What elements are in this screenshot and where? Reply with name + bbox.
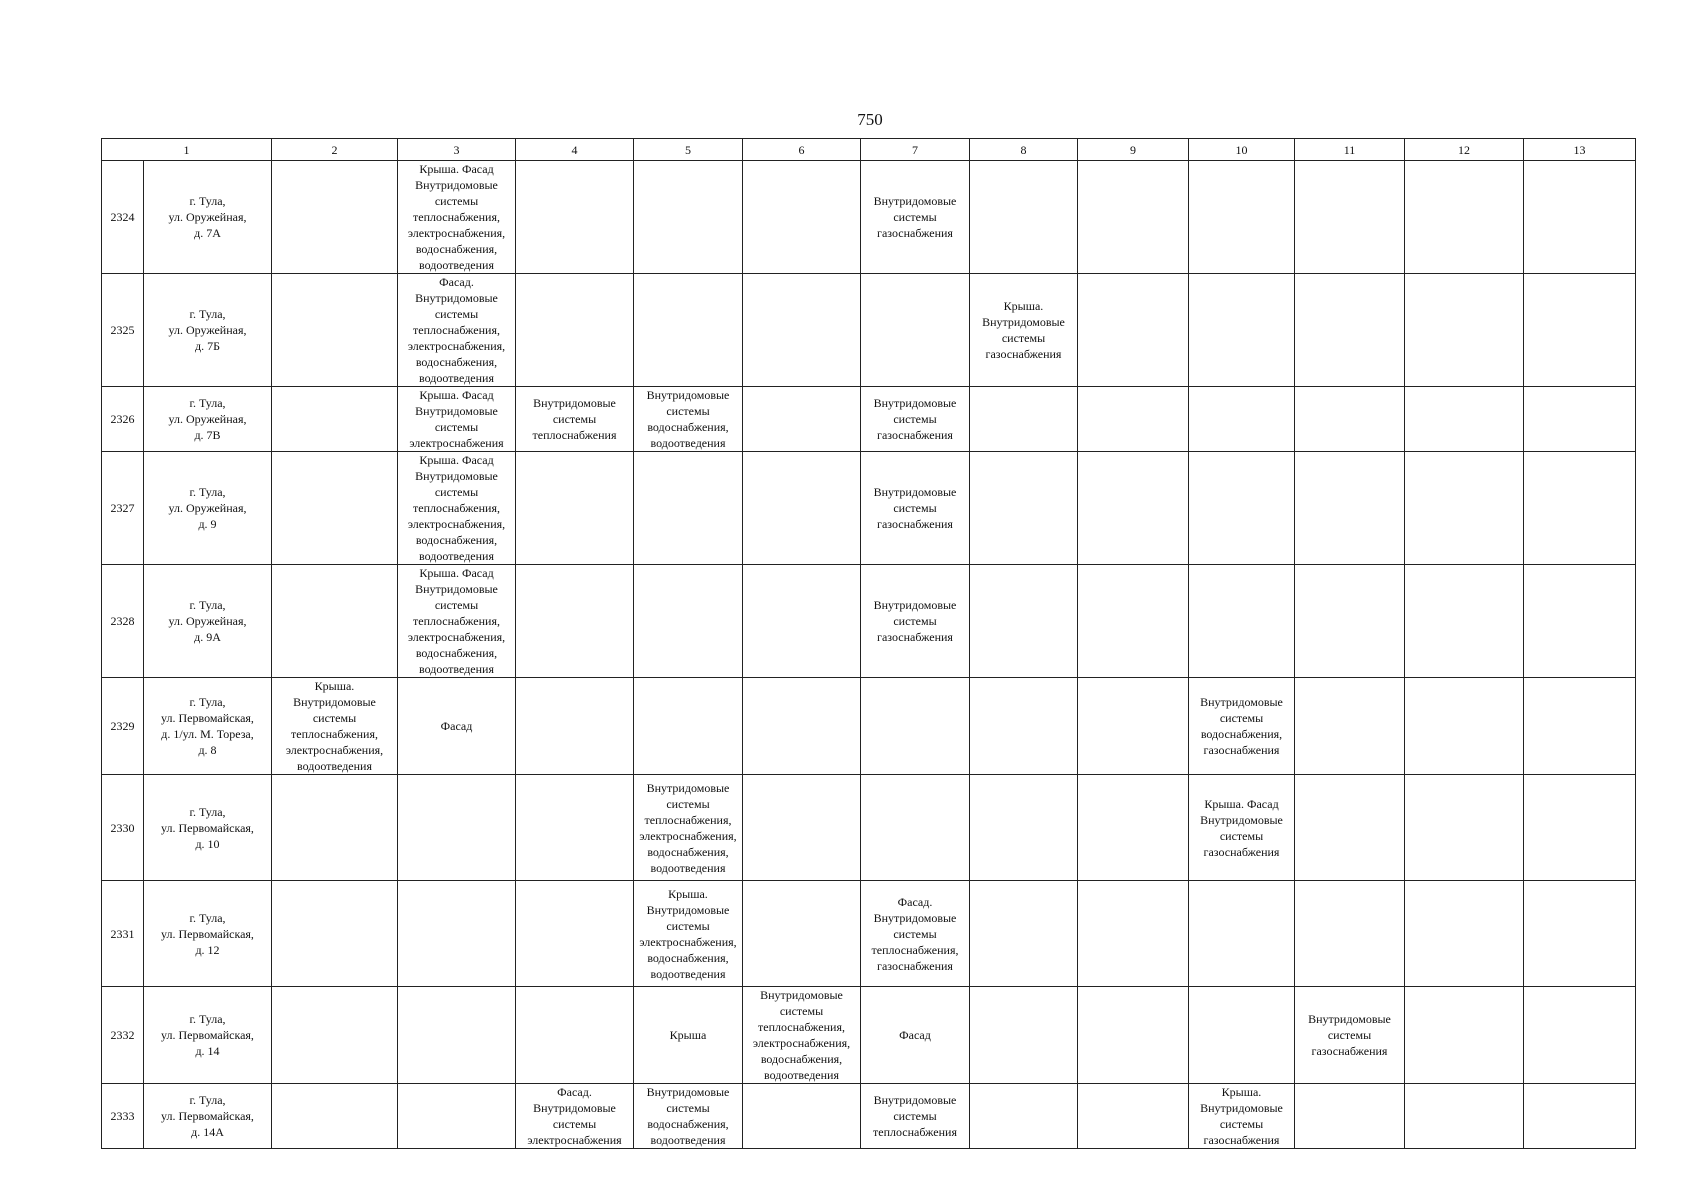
work-cell-col-12	[1405, 775, 1524, 881]
work-cell-col-8	[970, 678, 1078, 775]
work-cell-col-9	[1078, 274, 1189, 387]
column-header: 8	[970, 139, 1078, 161]
work-cell-col-5: Внутридомовые системы теплоснабжения, электроснабжения, водоснабжения, водоотведения	[634, 775, 743, 881]
work-cell-col-2	[272, 387, 398, 452]
work-cell-col-3	[398, 881, 516, 987]
work-cell-col-7: Внутридомовые системы газоснабжения	[861, 161, 970, 274]
work-cell-col-12	[1405, 452, 1524, 565]
work-cell-col-12	[1405, 881, 1524, 987]
work-cell-col-12	[1405, 274, 1524, 387]
work-cell-col-13	[1524, 565, 1636, 678]
work-cell-col-6	[743, 565, 861, 678]
work-cell-col-13	[1524, 161, 1636, 274]
work-cell-col-5: Внутридомовые системы водоснабжения, водоотведения	[634, 1084, 743, 1149]
work-cell-col-6	[743, 881, 861, 987]
work-cell-col-8: Крыша. Внутридомовые системы газоснабжения	[970, 274, 1078, 387]
row-number: 2327	[102, 452, 144, 565]
address-cell: г. Тула, ул. Первомайская, д. 10	[144, 775, 272, 881]
column-header: 10	[1189, 139, 1295, 161]
row-number: 2326	[102, 387, 144, 452]
work-cell-col-13	[1524, 387, 1636, 452]
work-cell-col-2	[272, 775, 398, 881]
work-cell-col-11	[1295, 387, 1405, 452]
work-cell-col-13	[1524, 775, 1636, 881]
work-cell-col-10: Внутридомовые системы водоснабжения, газоснабжения	[1189, 678, 1295, 775]
work-cell-col-13	[1524, 678, 1636, 775]
work-cell-col-4	[516, 161, 634, 274]
work-cell-col-6	[743, 1084, 861, 1149]
work-cell-col-10	[1189, 274, 1295, 387]
work-cell-col-2	[272, 1084, 398, 1149]
column-header: 9	[1078, 139, 1189, 161]
work-cell-col-11	[1295, 881, 1405, 987]
row-number: 2324	[102, 161, 144, 274]
work-cell-col-9	[1078, 565, 1189, 678]
work-cell-col-6	[743, 387, 861, 452]
work-cell-col-3: Крыша. Фасад Внутридомовые системы теплоснабжения, электроснабжения, водоснабжения, водоотведения	[398, 565, 516, 678]
work-cell-col-6	[743, 161, 861, 274]
address-cell: г. Тула, ул. Оружейная, д. 9А	[144, 565, 272, 678]
page-number: 750	[857, 110, 883, 129]
column-header: 12	[1405, 139, 1524, 161]
row-number: 2325	[102, 274, 144, 387]
address-cell: г. Тула, ул. Оружейная, д. 7А	[144, 161, 272, 274]
work-cell-col-8	[970, 161, 1078, 274]
work-cell-col-8	[970, 452, 1078, 565]
work-cell-col-7: Внутридомовые системы газоснабжения	[861, 452, 970, 565]
work-cell-col-10	[1189, 987, 1295, 1084]
row-number: 2333	[102, 1084, 144, 1149]
work-cell-col-10	[1189, 881, 1295, 987]
work-cell-col-2: Крыша. Внутридомовые системы теплоснабжения, электроснабжения, водоотведения	[272, 678, 398, 775]
work-cell-col-10	[1189, 565, 1295, 678]
work-cell-col-9	[1078, 678, 1189, 775]
work-cell-col-13	[1524, 274, 1636, 387]
work-cell-col-13	[1524, 987, 1636, 1084]
work-cell-col-13	[1524, 1084, 1636, 1149]
work-cell-col-2	[272, 161, 398, 274]
table-row	[102, 565, 1636, 678]
work-cell-col-5	[634, 678, 743, 775]
work-cell-col-2	[272, 881, 398, 987]
address-cell: г. Тула, ул. Первомайская, д. 14	[144, 987, 272, 1084]
work-cell-col-12	[1405, 387, 1524, 452]
address-cell: г. Тула, ул. Первомайская, д. 14А	[144, 1084, 272, 1149]
work-cell-col-4	[516, 775, 634, 881]
work-cell-col-8	[970, 565, 1078, 678]
address-cell: г. Тула, ул. Оружейная, д. 9	[144, 452, 272, 565]
work-cell-col-7: Фасад	[861, 987, 970, 1084]
column-header: 11	[1295, 139, 1405, 161]
work-cell-col-9	[1078, 987, 1189, 1084]
table-row	[102, 987, 1636, 1084]
work-cell-col-9	[1078, 881, 1189, 987]
work-cell-col-4: Фасад. Внутридомовые системы электроснабжения	[516, 1084, 634, 1149]
work-cell-col-12	[1405, 565, 1524, 678]
table-row	[102, 678, 1636, 775]
work-cell-col-2	[272, 987, 398, 1084]
work-cell-col-3: Крыша. Фасад Внутридомовые системы электроснабжения	[398, 387, 516, 452]
work-cell-col-9	[1078, 161, 1189, 274]
work-cell-col-3: Крыша. Фасад Внутридомовые системы теплоснабжения, электроснабжения, водоснабжения, водоотведения	[398, 161, 516, 274]
work-cell-col-5	[634, 565, 743, 678]
work-cell-col-8	[970, 775, 1078, 881]
work-cell-col-2	[272, 274, 398, 387]
column-header: 3	[398, 139, 516, 161]
work-cell-col-6	[743, 452, 861, 565]
table-row	[102, 1084, 1636, 1149]
work-cell-col-8	[970, 387, 1078, 452]
work-cell-col-4	[516, 274, 634, 387]
work-cell-col-8	[970, 987, 1078, 1084]
column-number-row	[102, 139, 1636, 161]
work-cell-col-10: Крыша. Внутридомовые системы газоснабжения	[1189, 1084, 1295, 1149]
work-cell-col-7	[861, 775, 970, 881]
work-cell-col-5	[634, 161, 743, 274]
work-cell-col-12	[1405, 161, 1524, 274]
column-header: 13	[1524, 139, 1636, 161]
work-cell-col-6	[743, 678, 861, 775]
address-cell: г. Тула, ул. Первомайская, д. 1/ул. М. Тореза, д. 8	[144, 678, 272, 775]
work-cell-col-6	[743, 274, 861, 387]
column-header: 6	[743, 139, 861, 161]
work-cell-col-11	[1295, 678, 1405, 775]
work-cell-col-12	[1405, 678, 1524, 775]
address-cell: г. Тула, ул. Оружейная, д. 7Б	[144, 274, 272, 387]
table-row	[102, 452, 1636, 565]
work-cell-col-10	[1189, 161, 1295, 274]
work-cell-col-2	[272, 452, 398, 565]
row-number: 2328	[102, 565, 144, 678]
work-cell-col-6: Внутридомовые системы теплоснабжения, электроснабжения, водоснабжения, водоотведения	[743, 987, 861, 1084]
repair-schedule-table	[101, 138, 1636, 1149]
work-cell-col-5: Крыша. Внутридомовые системы электроснабжения, водоснабжения, водоотведения	[634, 881, 743, 987]
work-cell-col-4	[516, 452, 634, 565]
work-cell-col-5: Крыша	[634, 987, 743, 1084]
work-cell-col-7	[861, 274, 970, 387]
table-row	[102, 881, 1636, 987]
work-cell-col-12	[1405, 987, 1524, 1084]
work-cell-col-3: Фасад	[398, 678, 516, 775]
work-cell-col-11	[1295, 1084, 1405, 1149]
work-cell-col-3	[398, 987, 516, 1084]
work-cell-col-10: Крыша. Фасад Внутридомовые системы газоснабжения	[1189, 775, 1295, 881]
work-cell-col-8	[970, 881, 1078, 987]
work-cell-col-7: Внутридомовые системы газоснабжения	[861, 387, 970, 452]
column-header: 4	[516, 139, 634, 161]
work-cell-col-11	[1295, 274, 1405, 387]
work-cell-col-7: Внутридомовые системы теплоснабжения	[861, 1084, 970, 1149]
row-number: 2331	[102, 881, 144, 987]
work-cell-col-6	[743, 775, 861, 881]
row-number: 2329	[102, 678, 144, 775]
work-cell-col-2	[272, 565, 398, 678]
column-header: 1	[102, 139, 272, 161]
table-row	[102, 775, 1636, 881]
work-cell-col-3: Крыша. Фасад Внутридомовые системы теплоснабжения, электроснабжения, водоснабжения, водоотведения	[398, 452, 516, 565]
row-number: 2330	[102, 775, 144, 881]
column-header: 2	[272, 139, 398, 161]
work-cell-col-10	[1189, 387, 1295, 452]
work-cell-col-12	[1405, 1084, 1524, 1149]
work-cell-col-11	[1295, 161, 1405, 274]
work-cell-col-5	[634, 274, 743, 387]
table-row	[102, 161, 1636, 274]
work-cell-col-4	[516, 565, 634, 678]
work-cell-col-13	[1524, 881, 1636, 987]
column-header: 7	[861, 139, 970, 161]
work-cell-col-9	[1078, 452, 1189, 565]
work-cell-col-11	[1295, 452, 1405, 565]
work-cell-col-11	[1295, 565, 1405, 678]
work-cell-col-4	[516, 678, 634, 775]
work-cell-col-13	[1524, 452, 1636, 565]
work-cell-col-5	[634, 452, 743, 565]
work-cell-col-7: Внутридомовые системы газоснабжения	[861, 565, 970, 678]
work-cell-col-7	[861, 678, 970, 775]
table-row	[102, 387, 1636, 452]
work-cell-col-3	[398, 1084, 516, 1149]
work-cell-col-9	[1078, 775, 1189, 881]
address-cell: г. Тула, ул. Первомайская, д. 12	[144, 881, 272, 987]
work-cell-col-3: Фасад. Внутридомовые системы теплоснабжения, электроснабжения, водоснабжения, водоотведения	[398, 274, 516, 387]
work-cell-col-4	[516, 987, 634, 1084]
table-row	[102, 274, 1636, 387]
work-cell-col-4: Внутридомовые системы теплоснабжения	[516, 387, 634, 452]
work-cell-col-3	[398, 775, 516, 881]
work-cell-col-5: Внутридомовые системы водоснабжения, водоотведения	[634, 387, 743, 452]
work-cell-col-4	[516, 881, 634, 987]
work-cell-col-10	[1189, 452, 1295, 565]
row-number: 2332	[102, 987, 144, 1084]
column-header: 5	[634, 139, 743, 161]
work-cell-col-7: Фасад. Внутридомовые системы теплоснабжения, газоснабжения	[861, 881, 970, 987]
work-cell-col-9	[1078, 387, 1189, 452]
address-cell: г. Тула, ул. Оружейная, д. 7В	[144, 387, 272, 452]
work-cell-col-8	[970, 1084, 1078, 1149]
work-cell-col-9	[1078, 1084, 1189, 1149]
work-cell-col-11: Внутридомовые системы газоснабжения	[1295, 987, 1405, 1084]
work-cell-col-11	[1295, 775, 1405, 881]
